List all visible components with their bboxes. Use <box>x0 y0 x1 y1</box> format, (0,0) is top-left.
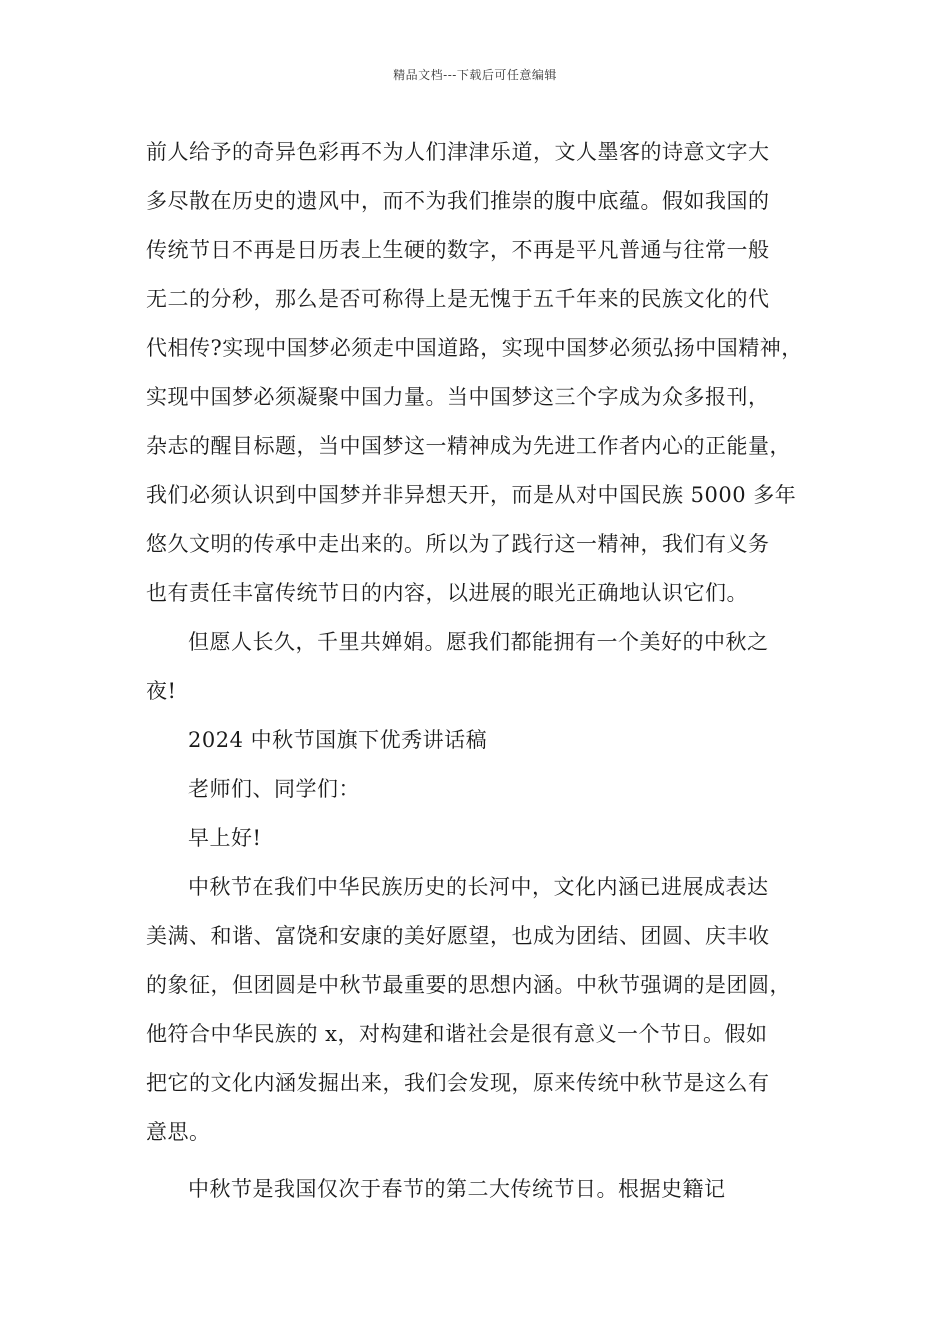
salutation: 老师们、同学们： <box>188 777 360 801</box>
text-line: 悠久文明的传承中走出来的。所以为了践行这一精神，我们有义务 <box>146 532 770 556</box>
text-line: 多尽散在历史的遗风中，而不为我们推崇的腹中底蕴。假如我国的 <box>146 189 770 213</box>
text-line: 他符合中华民族的 x，对构建和谐社会是很有意义一个节日。假如 <box>146 1022 768 1046</box>
paragraph-first-line: 中秋节是我国仅次于春节的第二大传统节日。根据史籍记 <box>188 1177 726 1201</box>
text-line: 把它的文化内涵发掘出来，我们会发现，原来传统中秋节是这么有 <box>146 1071 770 1095</box>
speech-title: 2024 中秋节国旗下优秀讲话稿 <box>188 728 488 752</box>
paragraph-first-line: 但愿人长久，千里共婵娟。愿我们都能拥有一个美好的中秋之 <box>188 630 769 654</box>
paragraph-first-line: 中秋节在我们中华民族历史的长河中，文化内涵已进展成表达 <box>188 875 769 899</box>
text-line: 前人给予的奇异色彩再不为人们津津乐道，文人墨客的诗意文字大 <box>146 140 770 164</box>
text-line: 的象征，但团圆是中秋节最重要的思想内涵。中秋节强调的是团圆， <box>146 973 791 997</box>
greeting: 早上好! <box>188 826 262 850</box>
paragraph-gap <box>146 1157 826 1165</box>
page-header: 精品文档---下载后可任意编辑 <box>393 68 557 82</box>
text-line: 夜! <box>146 679 177 703</box>
text-line: 实现中国梦必须凝聚中国力量。当中国梦这三个字成为众多报刊， <box>146 385 770 409</box>
text-line: 我们必须认识到中国梦并非异想天开，而是从对中国民族 5000 多年 <box>146 483 797 507</box>
text-line: 杂志的醒目标题，当中国梦这一精神成为先进工作者内心的正能量， <box>146 434 791 458</box>
text-line: 意思。 <box>146 1120 211 1144</box>
text-line: 也有责任丰富传统节日的内容，以进展的眼光正确地认识它们。 <box>146 581 748 605</box>
text-line: 美满、和谐、富饶和安康的美好愿望，也成为团结、团圆、庆丰收 <box>146 924 770 948</box>
document-body <box>146 128 826 1214</box>
text-line: 代相传?实现中国梦必须走中国道路，实现中国梦必须弘扬中国精神， <box>146 336 803 360</box>
text-line: 无二的分秒，那么是否可称得上是无愧于五千年来的民族文化的代 <box>146 287 770 311</box>
text-line: 传统节日不再是日历表上生硬的数字，不再是平凡普通与往常一般 <box>146 238 770 262</box>
